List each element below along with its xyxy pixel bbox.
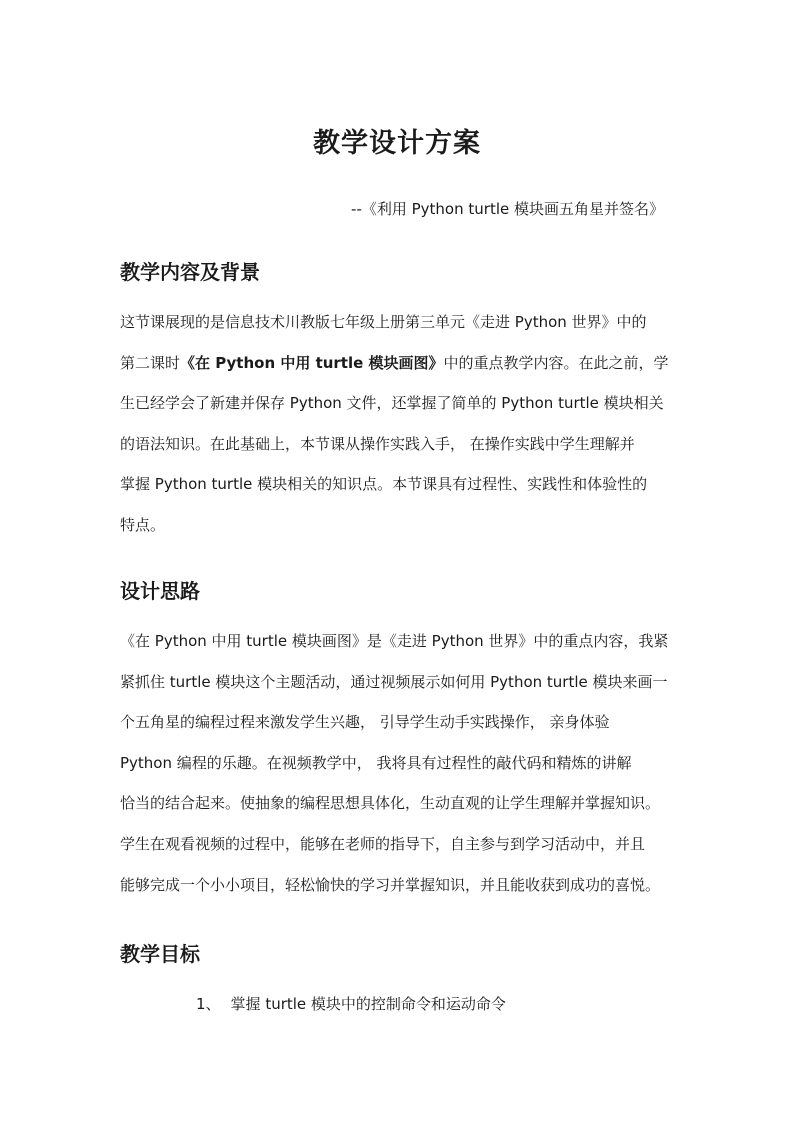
section-heading-teaching-goals: 教学目标 [120, 942, 200, 966]
paragraph-line [120, 343, 680, 384]
section-paragraph-content-background [120, 302, 680, 546]
paragraph-line: 的语法知识。在此基础上，本节课从操作实践入手， 在操作实践中学生理解并 [120, 434, 635, 453]
goal-list-number: 1、 [196, 995, 221, 1013]
goal-list-text: 掌握 turtle 模块中的控制命令和运动命令 [230, 995, 506, 1013]
paragraph-line: 掌握 Python turtle 模块相关的知识点。本节课具有过程性、实践性和体验性的 [120, 475, 648, 494]
section-heading-design-idea: 设计思路 [120, 579, 200, 603]
paragraph-line: 能够完成一个小小项目，轻松愉快的学习并掌握知识，并且能收获到成功的喜悦。 [120, 875, 661, 894]
paragraph-line: Python 编程的乐趣。在视频教学中， 我将具有过程性的敲代码和精炼的讲解 [120, 753, 632, 772]
section-heading-content-background: 教学内容及背景 [120, 260, 260, 284]
goal-list-item [196, 992, 506, 1016]
document-title: 教学设计方案 [313, 128, 481, 159]
line-text: 中的重点教学内容。在此之前，学 [443, 353, 669, 372]
paragraph-line: 恰当的结合起来。使抽象的编程思想具体化，生动直观的让学生理解并掌握知识。 [120, 794, 661, 813]
document-subtitle: --《利用 Python turtle 模块画五角星并签名》 [351, 200, 664, 218]
paragraph-line: 紧抓住 turtle 模块这个主题活动，通过视频展示如何用 Python turtle 模块来画一 [120, 672, 668, 691]
section-paragraph-design-idea [120, 621, 680, 905]
paragraph-line: 《在 Python 中用 turtle 模块画图》是《走进 Python 世界》中的重点内容，我紧 [120, 632, 669, 650]
paragraph-line: 学生在观看视频的过程中，能够在老师的指导下，自主参与到学习活动中，并且 [120, 834, 646, 853]
paragraph-line: 个五角星的编程过程来激发学生兴趣， 引导学生动手实践操作， 亲身体验 [120, 713, 610, 732]
paragraph-line: 这节课展现的是信息技术川教版七年级上册第三单元《走进 Python 世界》中的 [120, 313, 647, 331]
lesson-title-emphasis: 《在 Python 中用 turtle 模块画图》 [180, 353, 444, 372]
paragraph-line: 特点。 [120, 515, 166, 534]
paragraph-line: 生已经学会了新建并保存 Python 文件，还掌握了简单的 Python turtle 模块相关 [120, 394, 664, 413]
line-text: 第二课时 [120, 353, 181, 372]
